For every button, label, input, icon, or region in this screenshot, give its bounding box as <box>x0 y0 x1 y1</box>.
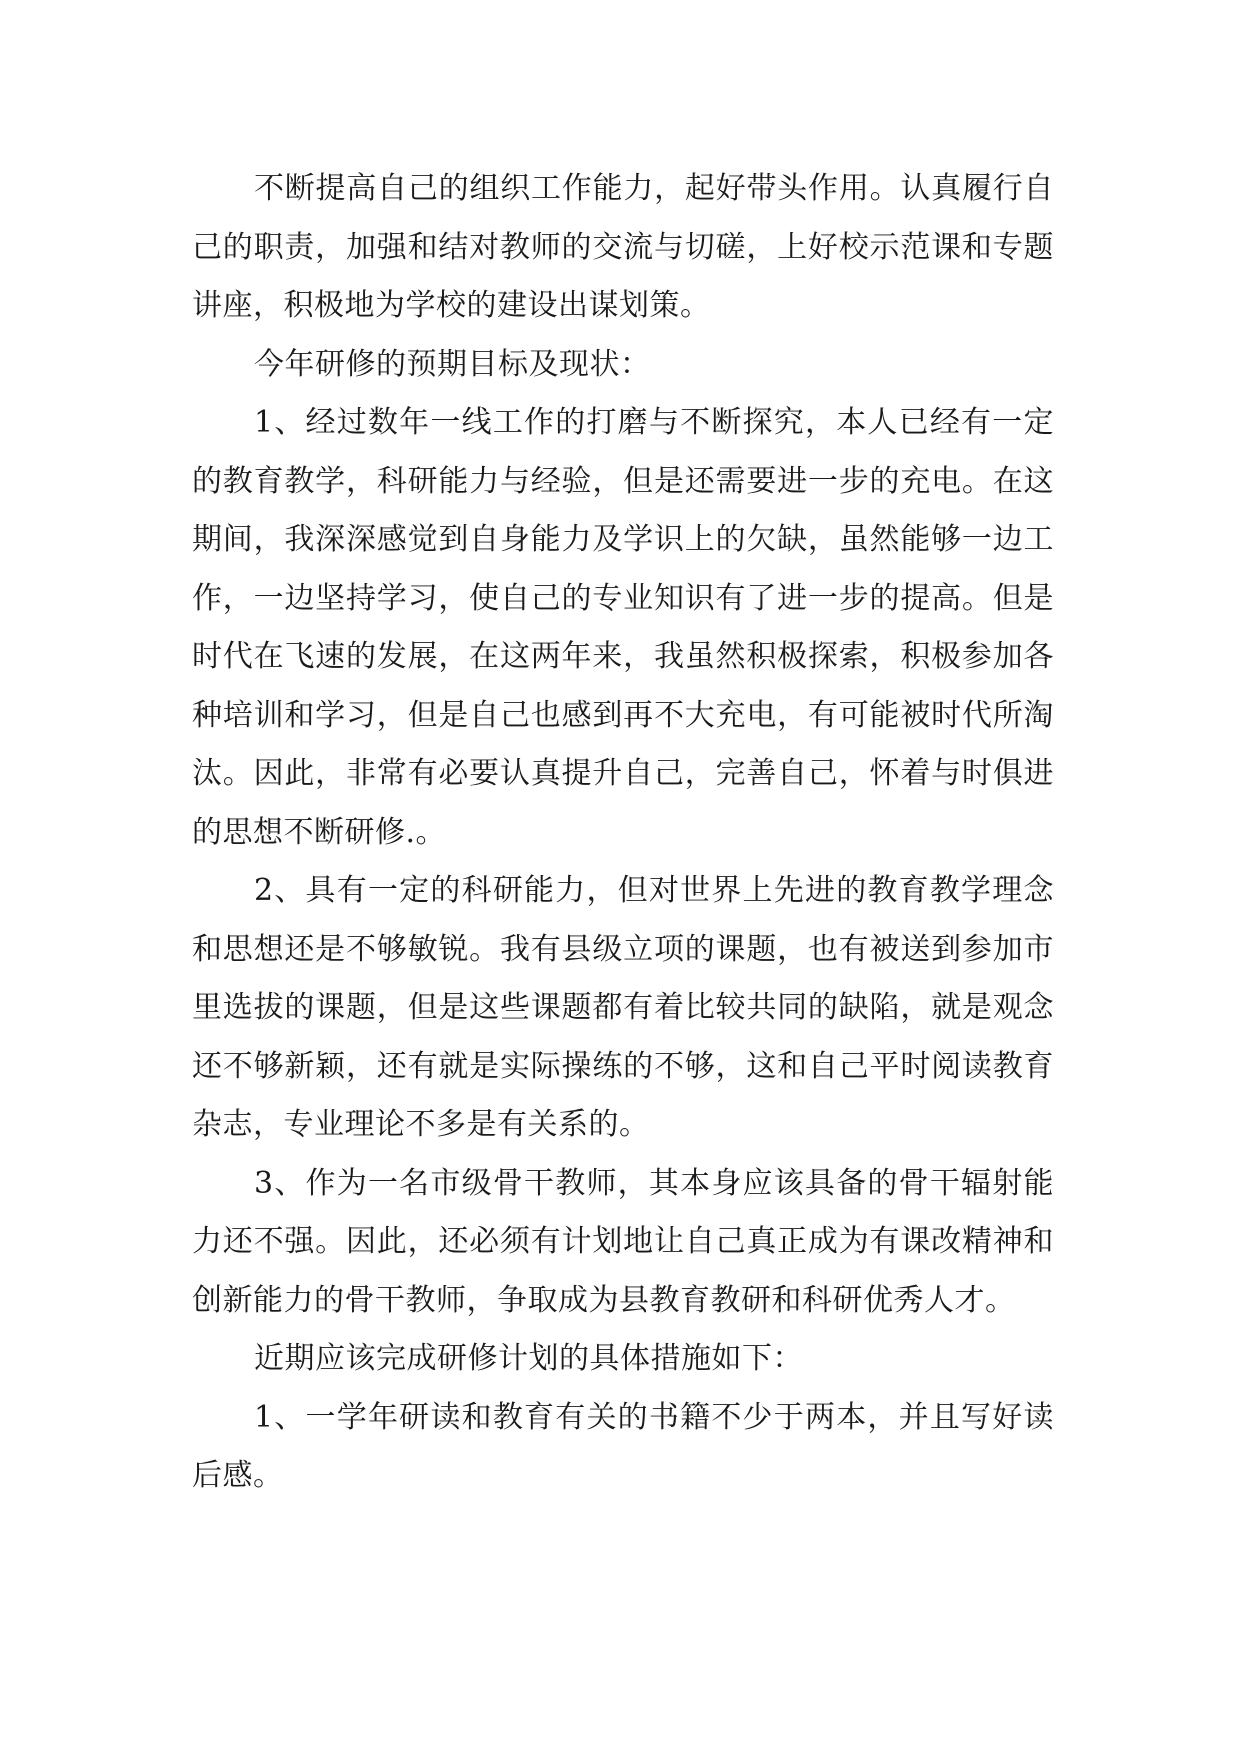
paragraph: 2、具有一定的科研能力，但对世界上先进的教育教学理念和思想还是不够敏锐。我有县级立项的课题，也有被送到参加市里选拔的课题，但是这些课题都有着比较共同的缺陷，就是观念还不够新颖，还有就是实际操练的不够，这和自己平时阅读教育杂志，专业理论不多是有关系的。 <box>192 873 1054 1142</box>
paragraph: 近期应该完成研修计划的具体措施如下： <box>254 1341 803 1376</box>
paragraph: 1、一学年研读和教育有关的书籍不少于两本，并且写好读后感。 <box>192 1399 1054 1493</box>
document-body <box>192 160 1054 1506</box>
paragraph: 3、作为一名市级骨干教师，其本身应该具备的骨干辐射能力还不强。因此，还必须有计划地让自己真正成为有课改精神和创新能力的骨干教师，争取成为县教育教研和科研优秀人才。 <box>192 1165 1054 1318</box>
paragraph: 不断提高自己的组织工作能力，起好带头作用。认真履行自己的职责，加强和结对教师的交流与切磋，上好校示范课和专题讲座，积极地为学校的建设出谋划策。 <box>192 171 1054 323</box>
paragraph: 今年研修的预期目标及现状： <box>254 346 651 382</box>
paragraph: 1、经过数年一线工作的打磨与不断探究，本人已经有一定的教育教学，科研能力与经验，但是还需要进一步的充电。在这期间，我深深感觉到自身能力及学识上的欠缺，虽然能够一边工作，一边坚持学习，使自己的专业知识有了进一步的提高。但是时代在飞速的发展，在这两年来，我虽然积极探索，积极参加各种培训和学习，但是自己也感到再不大充电，有可能被时代所淘汰。因此，非常有必要认真提升自己，完善自己，怀着与时俱进的思想不断研修.。 <box>192 405 1054 850</box>
